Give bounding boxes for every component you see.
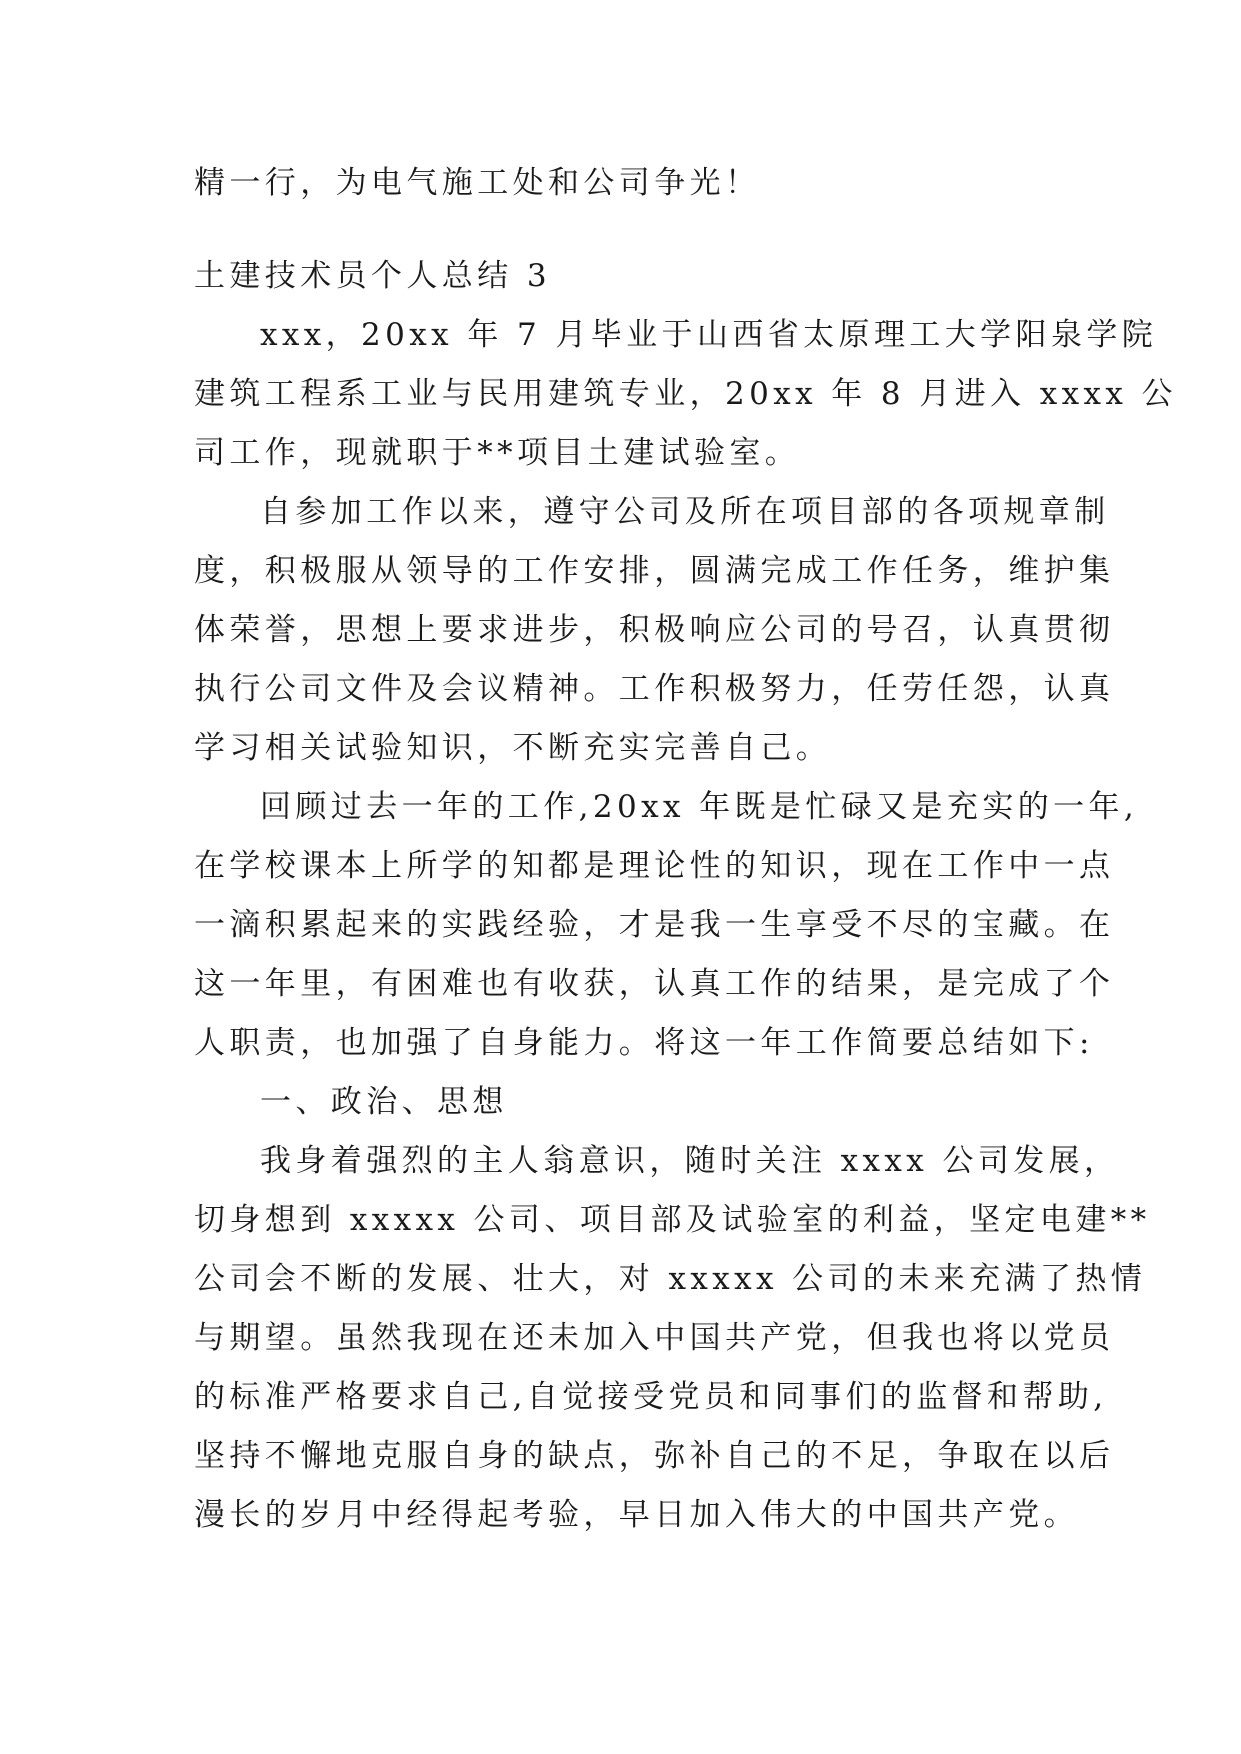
paragraph-line: 切身想到 xxxxx 公司、项目部及试验室的利益，坚定电建** (194, 1202, 1151, 1238)
paragraph-line: 坚持不懈地克服自身的缺点，弥补自己的不足，争取在以后 (194, 1438, 1115, 1474)
paragraph-line: 公司会不断的发展、壮大，对 xxxxx 公司的未来充满了热情 (194, 1261, 1147, 1297)
paragraph-line: 度，积极服从领导的工作安排，圆满完成工作任务，维护集 (194, 553, 1115, 589)
paragraph-line: 我身着强烈的主人翁意识，随时关注 xxxx 公司发展， (260, 1143, 1120, 1179)
subsection-heading: 一、政治、思想 (260, 1084, 508, 1120)
paragraph-line: 一滴积累起来的实践经验，才是我一生享受不尽的宝藏。在 (194, 907, 1115, 943)
paragraph-line: 回顾过去一年的工作,20xx 年既是忙碌又是充实的一年, (260, 789, 1139, 825)
paragraph-line: 的标准严格要求自己,自觉接受党员和同事们的监督和帮助, (194, 1379, 1108, 1415)
continuation-line: 精一行，为电气施工处和公司争光！ (194, 165, 761, 201)
paragraph-line: 建筑工程系工业与民用建筑专业，20xx 年 8 月进入 xxxx 公 (194, 376, 1177, 412)
document-body (194, 154, 1177, 1545)
paragraph-line: 执行公司文件及会议精神。工作积极努力，任劳任怨，认真 (194, 671, 1115, 707)
paragraph-line: 体荣誉，思想上要求进步，积极响应公司的号召，认真贯彻 (194, 612, 1115, 648)
paragraph-line: 司工作，现就职于**项目土建试验室。 (194, 435, 801, 471)
paragraph-line: 与期望。虽然我现在还未加入中国共产党，但我也将以党员 (194, 1320, 1115, 1356)
paragraph-line: 这一年里，有困难也有收获，认真工作的结果，是完成了个 (194, 966, 1115, 1002)
paragraph-line: 学习相关试验知识，不断充实完善自己。 (194, 730, 832, 766)
paragraph-line: xxx，20xx 年 7 月毕业于山西省太原理工大学阳泉学院 (260, 317, 1158, 353)
section-heading: 土建技术员个人总结 3 (194, 258, 551, 294)
paragraph-gap (194, 213, 1054, 247)
paragraph-line: 漫长的岁月中经得起考验，早日加入伟大的中国共产党。 (194, 1497, 1079, 1533)
paragraph-line: 自参加工作以来，遵守公司及所在项目部的各项规章制 (260, 494, 1110, 530)
paragraph-line: 在学校课本上所学的知都是理论性的知识，现在工作中一点 (194, 848, 1115, 884)
paragraph-line: 人职责，也加强了自身能力。将这一年工作简要总结如下: (194, 1025, 1094, 1061)
